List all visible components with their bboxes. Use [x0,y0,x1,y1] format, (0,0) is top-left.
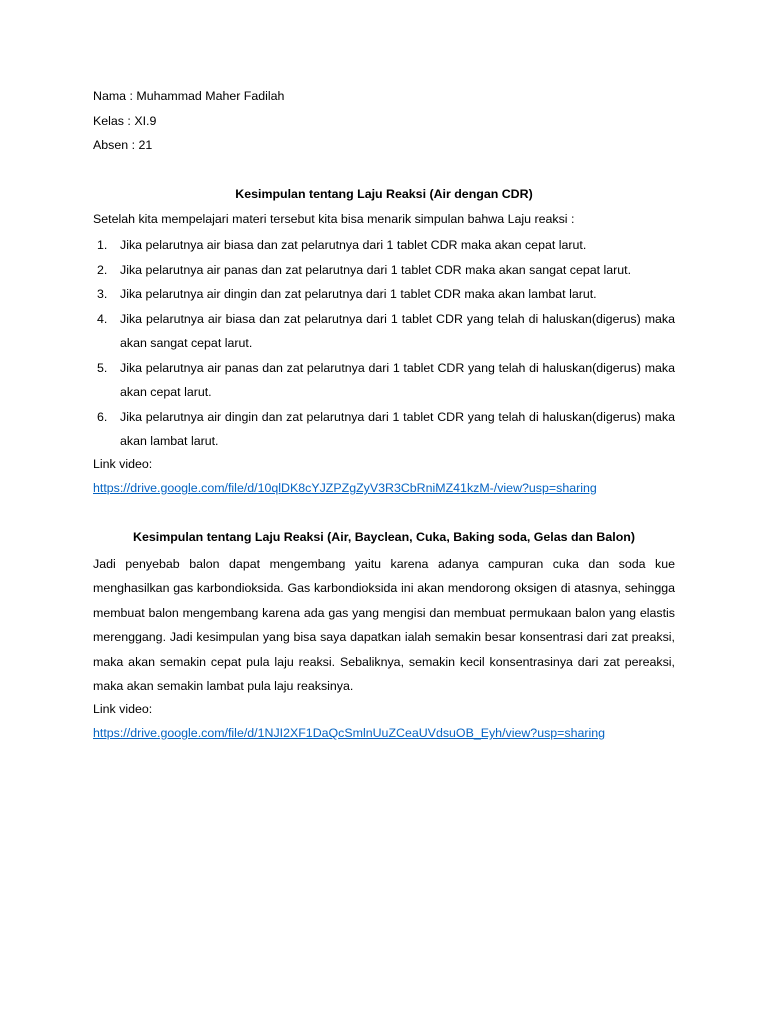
list-item-number: 3. [97,287,108,301]
list-item-text: Jika pelarutnya air panas dan zat pelarutnya dari 1 tablet CDR yang telah di haluskan(digerus) maka akan cepat larut. [120,360,675,399]
list-item-text: Jika pelarutnya air biasa dan zat pelarutnya dari 1 tablet CDR yang telah di haluskan(digerus) maka akan sangat cepat larut. [120,311,675,350]
conclusion-list [93,233,675,454]
list-item [93,356,675,405]
student-class: Kelas : XI.9 [93,113,157,128]
list-item-text: Jika pelarutnya air dingin dan zat pelarutnya dari 1 tablet CDR yang telah di haluskan(digerus) maka akan lambat larut. [120,409,675,448]
document-content [93,86,675,748]
list-item [93,233,675,258]
list-item [93,282,675,307]
section2-link-label: Link video: [93,701,153,716]
list-item-text: Jika pelarutnya air dingin dan zat pelarutnya dari 1 tablet CDR maka akan lambat larut. [120,287,597,301]
list-item [93,258,675,283]
list-item-number: 6. [97,409,108,424]
list-item [93,405,675,454]
list-item-number: 1. [97,238,108,252]
student-name: Nama : Muhammad Maher Fadilah [93,89,285,103]
list-item-number: 4. [97,311,108,326]
section1-title: Kesimpulan tentang Laju Reaksi (Air dengan CDR) [235,187,533,201]
student-number: Absen : 21 [93,138,153,152]
list-item-text: Jika pelarutnya air biasa dan zat pelarutnya dari 1 tablet CDR maka akan cepat larut. [120,238,587,252]
section1-video-link[interactable]: https://drive.google.com/file/d/10qlDK8cYJZPZgZyV3R3CbRniMZ41kzM-/view?usp=sharing [93,481,597,495]
list-item-text: Jika pelarutnya air panas dan zat pelarutnya dari 1 tablet CDR maka akan sangat cepat larut. [120,262,632,277]
section1-link-label: Link video: [93,456,153,471]
section2-paragraph: Jadi penyebab balon dapat mengembang yaitu karena adanya campuran cuka dan soda kue menghasilkan gas karbondioksida. Gas karbondioksida ini akan mendorong oksigen di atasnya, sehingga membuat balon mengembang karena ada gas yang mengisi dan membuat permukaan balon yang elastis merenggang. Jadi kesimpulan yang bisa saya dapatkan ialah semakin besar konsentrasi dari zat preaksi, maka akan semakin cepat pula laju reaksi. Sebaliknya, semakin kecil konsentrasinya dari zat pereaksi, maka akan semakin lambat pula laju reaksinya. [93,556,675,693]
section2-video-link[interactable]: https://drive.google.com/file/d/1NJI2XF1DaQcSmlnUuZCeaUVdsuOB_Eyh/view?usp=sharing [93,726,606,740]
spacer [93,160,675,185]
list-item-number: 5. [97,360,108,375]
section2-title: Kesimpulan tentang Laju Reaksi (Air, Bayclean, Cuka, Baking soda, Gelas dan Balon) [133,530,635,544]
list-item-number: 2. [97,262,108,277]
spacer [93,503,675,528]
list-item [93,307,675,356]
section1-intro: Setelah kita mempelajari materi tersebut kita bisa menarik simpulan bahwa Laju reaksi : [93,211,575,226]
